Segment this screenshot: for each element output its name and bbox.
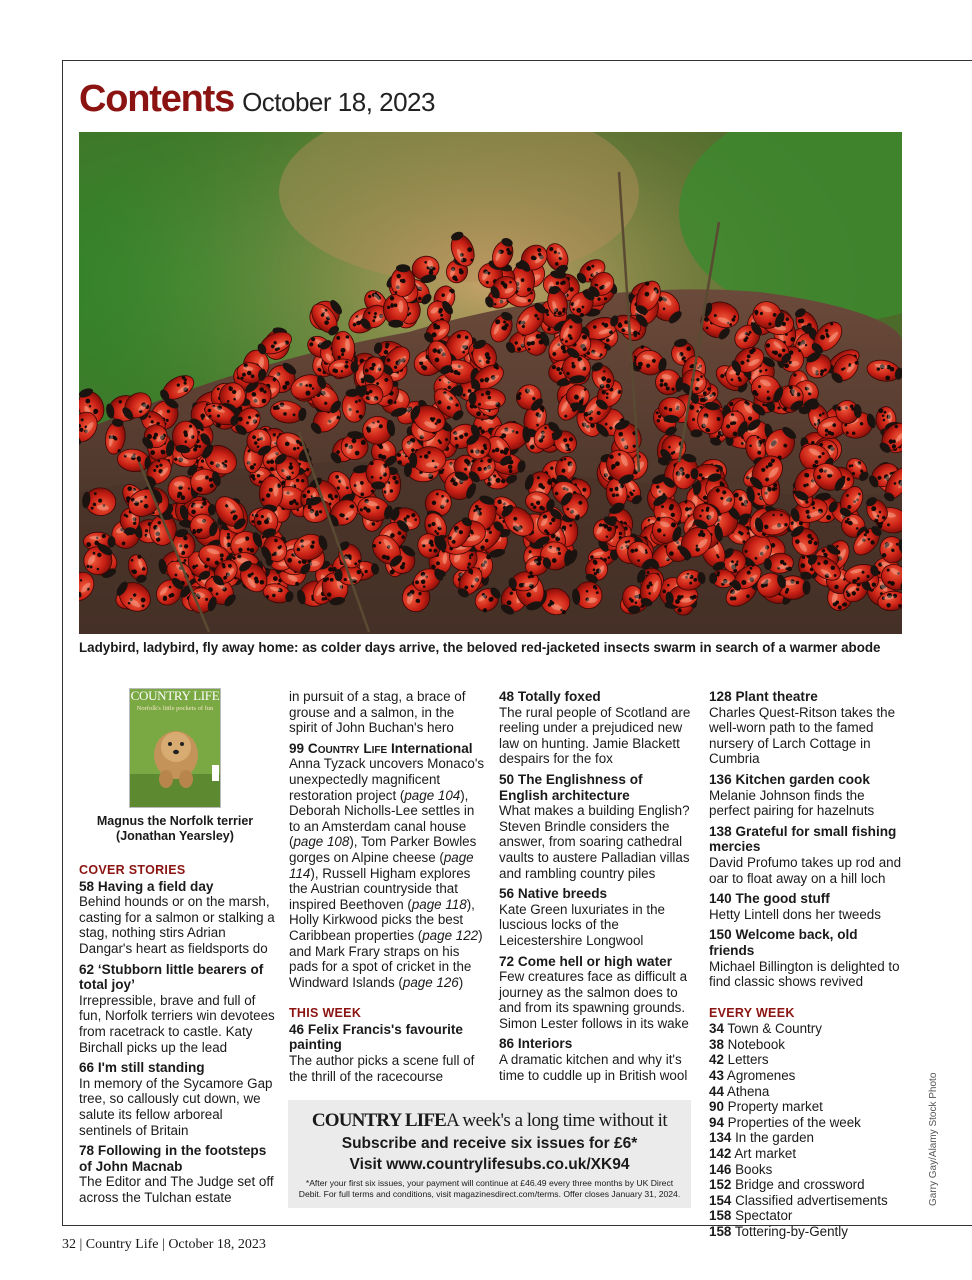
cover-tagline: Norfolk's little pockets of fun [136,705,214,712]
page-number: 34 [709,1021,724,1037]
entry-body-continued: in pursuit of a stag, a brace of grouse and a salmon, in the spirit of John Buchan's hero [289,689,466,736]
cover-caption-title: Magnus the Norfolk terrier [96,814,254,828]
entry-title: 48 Totally foxed [499,689,601,704]
entry-title: 46 Felix Francis's favourite painting [289,1021,463,1053]
entry-title: 66 I'm still standing [79,1060,205,1076]
entry-body: David Profumo takes up rod and oar to float away on a hill loch [709,854,902,886]
page-number: 154 [709,1192,732,1208]
entry-body: Kate Green luxuriates in the luscious locks of the Leicestershire Longwool [499,901,665,948]
entry-body: The author picks a scene full of the thrill of the racecourse [289,1053,475,1084]
every-week-list [709,1021,905,1239]
hero-photo-ladybirds [79,132,902,634]
subscription-promo[interactable] [288,1100,691,1208]
feature-label: Tottering-by-Gently [734,1224,848,1239]
cover-masthead: COUNTRY LIFE [130,688,220,703]
every-week-item [709,1177,905,1193]
entry-title: 50 The Englishness of English architecture [499,771,643,803]
entry-title: 72 Come hell or high water [499,953,672,969]
entry-body: A dramatic kitchen and why it's time to cuddle up in British wool [499,1052,688,1083]
issue-date: October 18, 2023 [242,87,435,117]
contents-heading: Contents [79,78,235,120]
cover-caption [79,814,271,844]
page-number: 94 [709,1114,724,1130]
feature-label: Art market [734,1146,797,1162]
every-week-item [709,1208,905,1224]
column-four [709,689,905,1240]
entry-body: What makes a building English? Steven Brindle considers the answer, from soaring cathedral vaults to austere Palladian villas and rambling country piles [499,803,690,881]
every-week-item [709,1146,905,1162]
column-cover-stories [79,863,277,1205]
entry-title: 138 Grateful for small fishing mercies [709,823,897,855]
promo-terms: *After your first six issues, your payment will continue at £46.49 every three months by UK Direct Debit. For full terms and conditions, visit magazinesdirect.com/terms. Offer closes January 31, 2024. [298,1178,681,1199]
entry-number: 99 [289,740,308,756]
entry-body: The rural people of Scotland are reeling under a prejudiced new law on hunting. Jamie Blackett despairs for the fox [499,704,691,767]
entry-title: 150 Welcome back, old friends [709,927,858,958]
promo-headline [288,1110,691,1132]
feature-label: Town & Country [727,1021,822,1037]
entry-body: Melanie Johnson finds the perfect pairing for hazelnuts [709,787,875,819]
entry-title: 136 Kitchen garden cook [709,771,870,787]
page-number: 38 [709,1036,724,1052]
feature-label: Properties of the week [727,1114,861,1130]
hero-caption: Ladybird, ladybird, fly away home: as colder days arrive, the beloved red-jacketed insects swarm in search of a warmer abode [79,640,881,655]
entry-title: 62 ‘Stubborn little bearers of total joy’ [79,961,264,993]
page-number: 152 [709,1177,732,1193]
feature-label: Agromenes [726,1068,796,1084]
entry-title-rest: International [387,740,473,756]
every-week-item [709,1021,905,1037]
page-number: 158 [709,1224,732,1239]
page-number: 44 [709,1083,724,1099]
photo-credit: Garry Gay/Alamy Stock Photo [928,1072,939,1206]
entry-body-international: Anna Tyzack uncovers Monaco's unexpectedly magnificent restoration project (page 104), Deborah Nicholls-Lee settles in to an Amsterdam canal house (page 108), Tom Parker Bowles gorges on Alpine cheese (page 114), Russell Higham explores the Austrian countryside that inspired Beethoven (page 118), Holly Kirkwood picks the best Caribbean properties (page 122) and Mark Frary straps on his pads for a spot of cricket in the Windward Islands (page 126) [289,756,485,990]
feature-label: Bridge and crossword [735,1177,865,1193]
every-week-item [709,1068,905,1084]
promo-logo: COUNTRY LIFE [311,1110,446,1131]
entry-title-international [289,741,485,757]
page-title [79,78,435,121]
promo-url[interactable]: Visit www.countrylifesubs.co.uk/XK94 [349,1156,630,1173]
every-week-item [709,1162,905,1178]
entry-title: 128 Plant theatre [709,689,818,704]
entry-title: 56 Native breeds [499,886,608,902]
page-number: 158 [709,1208,732,1224]
feature-label: Property market [727,1099,823,1115]
feature-label: Letters [727,1052,769,1068]
every-week-item [709,1052,905,1068]
every-week-item [709,1099,905,1115]
column-three [499,689,695,1083]
feature-label: Spectator [735,1208,793,1224]
entry-body: Charles Quest-Ritson takes the well-worn path to the famed nursery of Larch Cottage in Cumbria [709,704,896,767]
promo-offer: Subscribe and receive six issues for £6* [341,1135,638,1152]
promo-slogan: A week's a long time without it [446,1110,668,1131]
page-folio: 32 | Country Life | October 18, 2023 [62,1237,266,1252]
entry-body: The Editor and The Judge set off across the Tulchan estate [79,1174,274,1205]
feature-label: Athena [726,1083,770,1099]
page-number: 142 [709,1146,732,1162]
page-number: 42 [709,1052,724,1068]
feature-label: Classified advertisements [735,1192,888,1208]
feature-label: In the garden [735,1130,814,1146]
entry-body: Few creatures face as difficult a journey as the salmon does to and from its spawning grounds. Simon Lester follows in its wake [499,969,689,1031]
page-number: 43 [709,1068,724,1084]
every-week-item [709,1193,905,1209]
feature-label: Books [735,1161,773,1177]
every-week-item [709,1115,905,1131]
entry-title: 86 Interiors [499,1036,573,1052]
magazine-cover-thumbnail [129,688,221,808]
feature-label: Notebook [727,1036,785,1052]
column-two [289,689,485,1084]
entry-body: Hetty Lintell dons her tweeds [709,906,881,922]
entry-title: 78 Following in the footsteps of John Macnab [79,1143,267,1174]
cover-caption-credit: (Jonathan Yearsley) [116,829,234,843]
entry-body: In memory of the Sycamore Gap tree, so callously cut down, we salute its fellow arboreal sentinels of Britain [79,1075,273,1138]
section-heading-every-week: EVERY WEEK [709,1005,795,1020]
entry-body: Behind hounds or on the marsh, casting for a salmon or stalking a stag, nothing stirs Adrian Dangar's heart as fieldsports do [79,894,275,956]
page-number: 146 [709,1161,732,1177]
entry-title: 140 The good stuff [709,891,830,907]
entry-body: Michael Billington is delighted to find classic shows revived [709,958,900,990]
every-week-item [709,1224,905,1240]
entry-brand: Country Life [307,740,388,756]
every-week-item [709,1037,905,1053]
entry-body: Irrepressible, brave and full of fun, Norfolk terriers win devotees from racetrack to castle. Katy Birchall picks up the lead [79,992,275,1055]
section-heading-this-week: THIS WEEK [289,1006,362,1021]
section-heading-cover-stories: COVER STORIES [79,863,186,877]
entry-title: 58 Having a field day [79,878,214,894]
page-number: 90 [709,1099,724,1115]
every-week-item [709,1084,905,1100]
page-number: 134 [709,1130,732,1146]
every-week-item [709,1130,905,1146]
